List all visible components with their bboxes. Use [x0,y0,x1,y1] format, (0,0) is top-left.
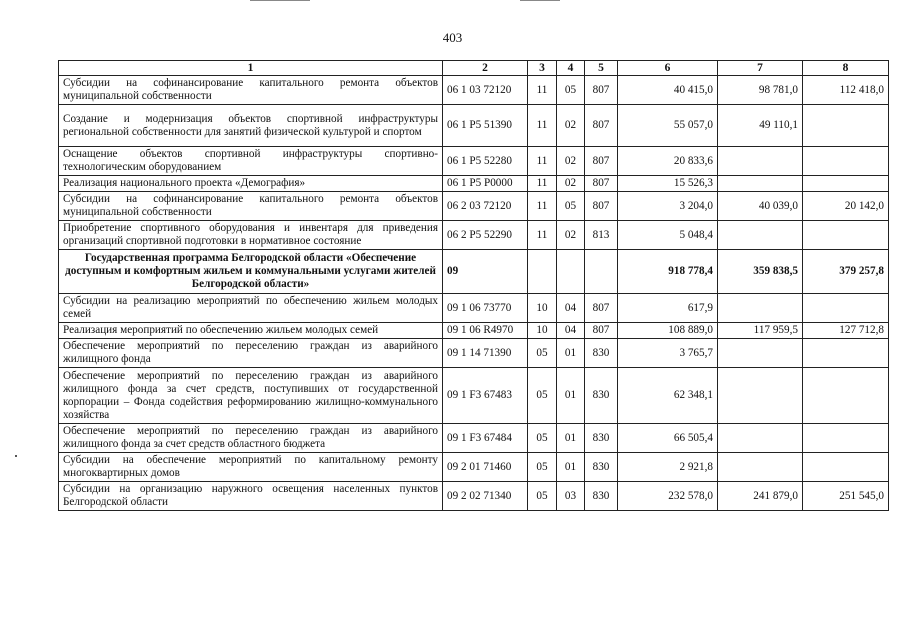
row-expense-type: 830 [585,482,618,511]
row-amount-1: 15 526,3 [618,176,718,192]
row-name: Субсидии на софинансирование капитального ремонта объектов муниципальной собственности [59,76,443,105]
row-section: 11 [528,147,557,176]
row-amount-3: 20 142,0 [803,192,889,221]
row-amount-3 [803,424,889,453]
row-subsection: 01 [557,424,585,453]
row-expense-type: 830 [585,368,618,424]
scan-dot [15,455,17,457]
table-row [59,105,889,147]
row-code: 09 1 06 73770 [443,294,528,323]
row-section: 05 [528,339,557,368]
row-amount-1: 617,9 [618,294,718,323]
table-row [59,176,889,192]
row-section: 05 [528,453,557,482]
row-amount-2 [718,424,803,453]
row-amount-2: 98 781,0 [718,76,803,105]
row-code: 09 1 06 R4970 [443,323,528,339]
row-amount-1: 5 048,4 [618,221,718,250]
row-code: 09 [443,250,528,294]
row-amount-2 [718,339,803,368]
row-expense-type: 807 [585,294,618,323]
row-expense-type: 807 [585,76,618,105]
table-body [59,76,889,511]
row-amount-2: 49 110,1 [718,105,803,147]
row-amount-2 [718,176,803,192]
row-subsection: 02 [557,105,585,147]
row-amount-1: 3 204,0 [618,192,718,221]
row-code: 06 1 P5 P0000 [443,176,528,192]
row-amount-3 [803,176,889,192]
row-expense-type: 830 [585,453,618,482]
column-header: 1 [59,61,443,76]
row-name: Субсидии на софинансирование капитального ремонта объектов муниципальной собственности [59,192,443,221]
row-amount-2: 117 959,5 [718,323,803,339]
row-name: Обеспечение мероприятий по переселению граждан из аварийного жилищного фонда [59,339,443,368]
row-expense-type: 807 [585,192,618,221]
row-amount-2 [718,221,803,250]
row-expense-type: 813 [585,221,618,250]
row-subsection: 01 [557,453,585,482]
table-row [59,250,889,294]
row-amount-3 [803,453,889,482]
row-expense-type: 807 [585,323,618,339]
row-section: 11 [528,76,557,105]
row-name: Реализация национального проекта «Демография» [59,176,443,192]
row-code: 06 2 03 72120 [443,192,528,221]
row-amount-1: 20 833,6 [618,147,718,176]
row-name: Государственная программа Белгородской области «Обеспечение доступным и комфортным жильем и коммунальными услугами жителей Белгородской области» [59,250,443,294]
row-subsection: 02 [557,147,585,176]
row-name: Субсидии на организацию наружного освещения населенных пунктов Белгородской области [59,482,443,511]
table-row [59,339,889,368]
header-row [59,61,889,76]
row-subsection: 01 [557,368,585,424]
column-header: 2 [443,61,528,76]
table-row [59,76,889,105]
row-code: 06 2 P5 52290 [443,221,528,250]
row-amount-1: 62 348,1 [618,368,718,424]
row-subsection: 02 [557,176,585,192]
row-code: 09 1 F3 67483 [443,368,528,424]
row-amount-3: 112 418,0 [803,76,889,105]
row-subsection [557,250,585,294]
row-amount-2 [718,147,803,176]
row-expense-type: 807 [585,105,618,147]
row-section: 11 [528,176,557,192]
row-name: Реализация мероприятий по обеспечению жильем молодых семей [59,323,443,339]
row-amount-1: 232 578,0 [618,482,718,511]
row-amount-3 [803,294,889,323]
scan-edge-mark [520,0,560,1]
row-amount-1: 108 889,0 [618,323,718,339]
row-name: Обеспечение мероприятий по переселению граждан из аварийного жилищного фонда за счет средств областного бюджета [59,424,443,453]
table-row [59,323,889,339]
row-amount-1: 2 921,8 [618,453,718,482]
row-name: Субсидии на обеспечение мероприятий по капитальному ремонту многоквартирных домов [59,453,443,482]
row-name: Субсидии на реализацию мероприятий по обеспечению жильем молодых семей [59,294,443,323]
row-amount-1: 918 778,4 [618,250,718,294]
row-amount-2 [718,294,803,323]
table-row [59,294,889,323]
row-section: 10 [528,294,557,323]
row-amount-3: 379 257,8 [803,250,889,294]
row-name: Обеспечение мероприятий по переселению граждан из аварийного жилищного фонда за счет средств, поступивших от государственной корпорации – Фонда содействия реформированию жилищно-коммунального хозяйства [59,368,443,424]
row-name: Оснащение объектов спортивной инфраструктуры спортивно-технологическим оборудованием [59,147,443,176]
row-subsection: 05 [557,76,585,105]
table-row [59,147,889,176]
row-amount-1: 3 765,7 [618,339,718,368]
row-amount-3: 251 545,0 [803,482,889,511]
row-amount-1: 55 057,0 [618,105,718,147]
table-row [59,368,889,424]
row-subsection: 03 [557,482,585,511]
row-section: 05 [528,482,557,511]
row-amount-2 [718,368,803,424]
column-header: 7 [718,61,803,76]
row-code: 06 1 P5 52280 [443,147,528,176]
row-name: Приобретение спортивного оборудования и инвентаря для приведения организаций спортивной подготовки в нормативное состояние [59,221,443,250]
column-header: 6 [618,61,718,76]
row-section [528,250,557,294]
row-expense-type [585,250,618,294]
row-amount-3 [803,368,889,424]
row-amount-3 [803,221,889,250]
row-amount-3: 127 712,8 [803,323,889,339]
row-amount-3 [803,147,889,176]
row-code: 09 2 01 71460 [443,453,528,482]
table-row [59,482,889,511]
row-section: 11 [528,192,557,221]
row-expense-type: 807 [585,176,618,192]
table-row [59,192,889,221]
table-row [59,424,889,453]
row-subsection: 02 [557,221,585,250]
row-code: 09 1 F3 67484 [443,424,528,453]
row-amount-2: 40 039,0 [718,192,803,221]
row-amount-3 [803,105,889,147]
row-amount-1: 40 415,0 [618,76,718,105]
table-row [59,221,889,250]
row-amount-2: 359 838,5 [718,250,803,294]
column-header: 8 [803,61,889,76]
page-number: 403 [442,30,463,45]
row-amount-2: 241 879,0 [718,482,803,511]
row-section: 10 [528,323,557,339]
row-subsection: 05 [557,192,585,221]
column-header: 4 [557,61,585,76]
row-amount-3 [803,339,889,368]
row-subsection: 04 [557,323,585,339]
row-name: Создание и модернизация объектов спортивной инфраструктуры региональной собственности для занятий физической культурой и спортом [59,105,443,147]
table-row [59,453,889,482]
scan-edge-mark [250,0,310,1]
row-amount-2 [718,453,803,482]
row-section: 05 [528,424,557,453]
row-expense-type: 807 [585,147,618,176]
row-section: 05 [528,368,557,424]
row-code: 09 1 14 71390 [443,339,528,368]
budget-table [58,60,889,511]
column-header: 3 [528,61,557,76]
row-section: 11 [528,105,557,147]
row-subsection: 04 [557,294,585,323]
row-code: 09 2 02 71340 [443,482,528,511]
column-header: 5 [585,61,618,76]
row-expense-type: 830 [585,424,618,453]
row-code: 06 1 03 72120 [443,76,528,105]
row-code: 06 1 P5 51390 [443,105,528,147]
row-section: 11 [528,221,557,250]
row-subsection: 01 [557,339,585,368]
row-expense-type: 830 [585,339,618,368]
row-amount-1: 66 505,4 [618,424,718,453]
